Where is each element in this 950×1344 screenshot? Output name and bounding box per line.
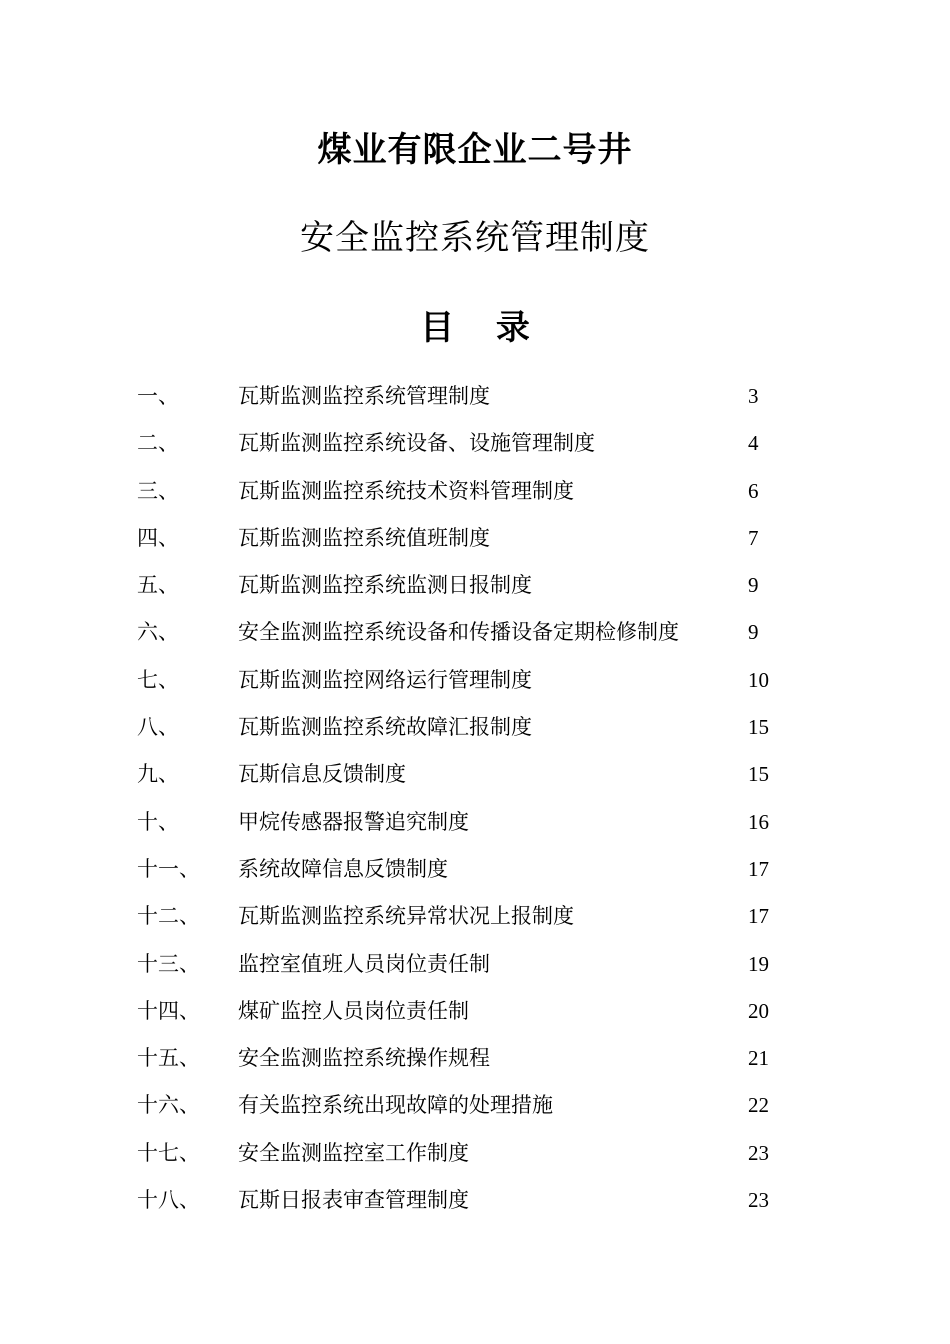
toc-entry-1 bbox=[0, 373, 950, 420]
toc-entry-17 bbox=[0, 1130, 950, 1177]
toc-entry-title: 瓦斯监测监控网络运行管理制度 bbox=[238, 667, 532, 692]
toc-entry-page: 17 bbox=[748, 856, 769, 881]
toc-entry-18 bbox=[0, 1177, 950, 1224]
table-of-contents bbox=[0, 373, 950, 1224]
toc-entry-title: 瓦斯监测监控系统值班制度 bbox=[238, 525, 490, 550]
toc-entry-8 bbox=[0, 704, 950, 751]
toc-entry-title: 瓦斯监测监控系统监测日报制度 bbox=[238, 573, 532, 598]
toc-entry-12 bbox=[0, 893, 950, 940]
toc-entry-title: 安全监测监控系统设备和传播设备定期检修制度 bbox=[238, 620, 679, 645]
toc-entry-number: 十四、 bbox=[137, 998, 200, 1023]
toc-entry-page: 19 bbox=[748, 951, 769, 976]
toc-entry-4 bbox=[0, 515, 950, 562]
document-subtitle: 安全监控系统管理制度 bbox=[300, 218, 650, 258]
toc-entry-title: 瓦斯信息反馈制度 bbox=[238, 762, 406, 787]
toc-entry-9 bbox=[0, 751, 950, 798]
toc-entry-number: 三、 bbox=[137, 478, 179, 503]
toc-entry-title: 瓦斯监测监控系统设备、设施管理制度 bbox=[238, 431, 595, 456]
toc-entry-title: 安全监测监控室工作制度 bbox=[238, 1140, 469, 1165]
toc-entry-title: 瓦斯监测监控系统管理制度 bbox=[238, 384, 490, 408]
toc-entry-page: 22 bbox=[748, 1093, 769, 1118]
toc-entry-title: 甲烷传感器报警追究制度 bbox=[238, 809, 469, 834]
toc-entry-page: 9 bbox=[748, 573, 759, 598]
toc-entry-page: 15 bbox=[748, 762, 769, 787]
toc-entry-5 bbox=[0, 562, 950, 609]
toc-entry-15 bbox=[0, 1035, 950, 1082]
toc-entry-page: 15 bbox=[748, 715, 769, 740]
toc-entry-page: 7 bbox=[748, 525, 759, 550]
toc-entry-number: 十七、 bbox=[137, 1140, 200, 1165]
toc-entry-title: 瓦斯监测监控系统故障汇报制度 bbox=[238, 715, 532, 740]
toc-entry-title: 安全监测监控系统操作规程 bbox=[238, 1046, 490, 1071]
toc-entry-title: 瓦斯日报表审查管理制度 bbox=[238, 1188, 469, 1213]
toc-entry-page: 3 bbox=[748, 384, 759, 408]
toc-entry-10 bbox=[0, 799, 950, 846]
toc-entry-page: 16 bbox=[748, 809, 769, 834]
toc-entry-number: 十五、 bbox=[137, 1046, 200, 1071]
toc-entry-number: 九、 bbox=[137, 762, 179, 787]
toc-entry-number: 七、 bbox=[137, 667, 179, 692]
toc-entry-2 bbox=[0, 420, 950, 467]
toc-entry-page: 17 bbox=[748, 904, 769, 929]
toc-entry-number: 四、 bbox=[137, 525, 179, 550]
toc-entry-6 bbox=[0, 609, 950, 656]
toc-entry-page: 6 bbox=[748, 478, 759, 503]
toc-entry-title: 瓦斯监测监控系统异常状况上报制度 bbox=[238, 904, 574, 929]
toc-entry-13 bbox=[0, 941, 950, 988]
toc-entry-number: 十三、 bbox=[137, 951, 200, 976]
toc-entry-title: 系统故障信息反馈制度 bbox=[238, 856, 448, 881]
toc-entry-14 bbox=[0, 988, 950, 1035]
toc-entry-number: 十二、 bbox=[137, 904, 200, 929]
toc-entry-number: 二、 bbox=[137, 431, 179, 456]
toc-entry-number: 十、 bbox=[137, 809, 179, 834]
toc-entry-page: 10 bbox=[748, 667, 769, 692]
toc-entry-number: 一、 bbox=[137, 384, 179, 408]
toc-entry-number: 八、 bbox=[137, 715, 179, 740]
toc-entry-title: 有关监控系统出现故障的处理措施 bbox=[238, 1093, 553, 1118]
toc-entry-page: 4 bbox=[748, 431, 759, 456]
toc-entry-title: 煤矿监控人员岗位责任制 bbox=[238, 998, 469, 1023]
toc-entry-number: 五、 bbox=[137, 573, 179, 598]
toc-entry-number: 六、 bbox=[137, 620, 179, 645]
toc-entry-number: 十一、 bbox=[137, 856, 200, 881]
toc-entry-3 bbox=[0, 468, 950, 515]
toc-entry-number: 十六、 bbox=[137, 1093, 200, 1118]
toc-entry-title: 瓦斯监测监控系统技术资料管理制度 bbox=[238, 478, 574, 503]
toc-entry-page: 23 bbox=[748, 1188, 769, 1213]
toc-entry-number: 十八、 bbox=[137, 1188, 200, 1213]
toc-entry-page: 9 bbox=[748, 620, 759, 645]
toc-entry-7 bbox=[0, 657, 950, 704]
toc-heading: 目 录 bbox=[420, 308, 530, 348]
document-title: 煤业有限企业二号井 bbox=[317, 130, 633, 170]
toc-entry-page: 23 bbox=[748, 1140, 769, 1165]
toc-entry-11 bbox=[0, 846, 950, 893]
toc-entry-title: 监控室值班人员岗位责任制 bbox=[238, 951, 490, 976]
toc-entry-16 bbox=[0, 1082, 950, 1129]
toc-entry-page: 21 bbox=[748, 1046, 769, 1071]
toc-entry-page: 20 bbox=[748, 998, 769, 1023]
